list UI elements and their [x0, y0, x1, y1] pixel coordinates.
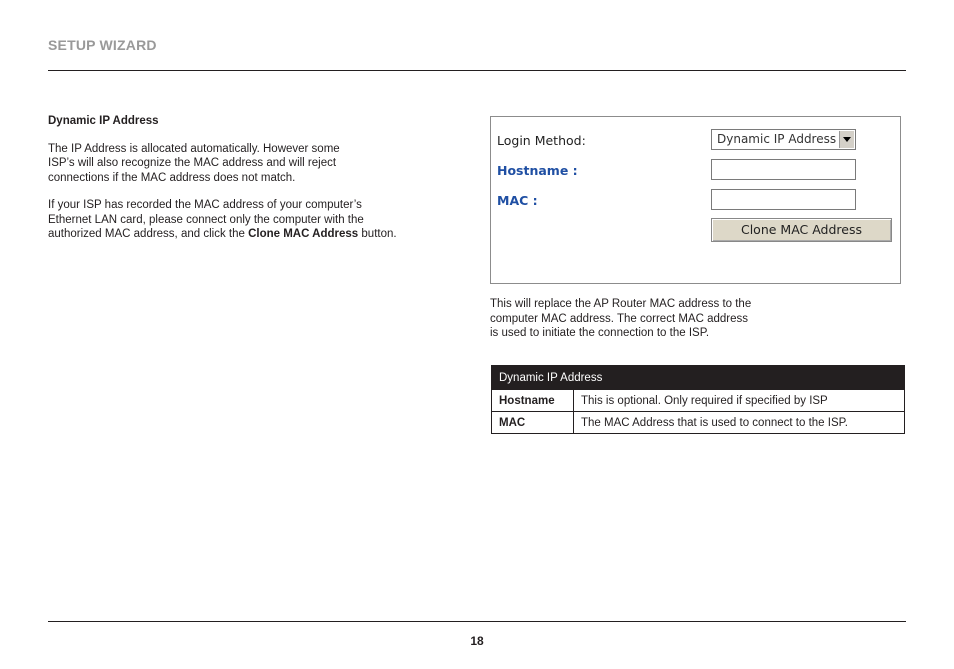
section-heading: Dynamic IP Address: [48, 115, 159, 127]
hostname-label: Hostname :: [497, 163, 578, 178]
caption-line: This will replace the AP Router MAC address to the: [490, 298, 752, 310]
table-key-cell: Hostname: [492, 390, 574, 412]
intro-line: ISP’s will also recognize the MAC address and will reject: [48, 157, 337, 169]
table-row: [492, 412, 905, 434]
intro-line: connections if the MAC address does not match.: [48, 171, 296, 184]
login-method-label: Login Method:: [497, 133, 586, 148]
left-column: [48, 114, 468, 255]
login-method-value: Dynamic IP Address: [717, 132, 837, 146]
top-divider: [48, 70, 906, 71]
table-value-cell: The MAC Address that is used to connect to the ISP.: [574, 412, 905, 434]
page-number: 18: [470, 634, 484, 648]
instruction-paragraph: [48, 198, 468, 242]
mac-input[interactable]: [711, 189, 856, 210]
settings-table: [491, 365, 905, 434]
clone-mac-address-button[interactable]: Clone MAC Address: [711, 218, 892, 242]
table-header-row: [492, 366, 905, 390]
hostname-input[interactable]: [711, 159, 856, 180]
table-value-cell: This is optional. Only required if specified by ISP: [574, 390, 905, 412]
chevron-down-icon[interactable]: [839, 131, 854, 148]
intro-paragraph: [48, 142, 468, 186]
clone-mac-emphasis: Clone MAC Address: [248, 228, 359, 240]
caption-line: is used to initiate the connection to the ISP.: [490, 327, 710, 339]
table-key-cell: MAC: [492, 412, 574, 434]
bottom-divider: [48, 621, 906, 622]
instruction-line: If your ISP has recorded the MAC address of your computer’s: [48, 199, 362, 211]
page-header-title: SETUP WIZARD: [48, 37, 157, 53]
instruction-prefix: authorized MAC address, and click the: [48, 228, 249, 240]
table-row: [492, 390, 905, 412]
instruction-line: Ethernet LAN card, please connect only the computer with the: [48, 213, 364, 226]
router-settings-screenshot: [490, 116, 901, 284]
intro-line: The IP Address is allocated automatically. However some: [48, 142, 340, 155]
instruction-line: [48, 227, 468, 242]
instruction-suffix: button.: [358, 228, 397, 240]
login-method-select[interactable]: [711, 129, 856, 150]
mac-label: MAC :: [497, 193, 538, 208]
screenshot-caption: [490, 297, 820, 341]
caption-line: computer MAC address. The correct MAC address: [490, 312, 748, 325]
table-header: Dynamic IP Address: [492, 366, 905, 390]
